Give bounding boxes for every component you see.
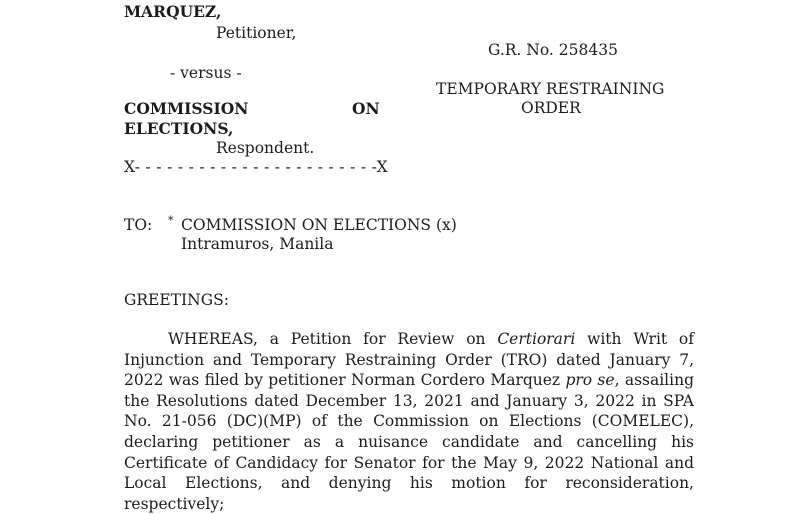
gr-number: G.R. No. 258435: [488, 41, 618, 59]
versus-label: - versus -: [170, 64, 242, 82]
order-title-line1: TEMPORARY RESTRAINING: [436, 80, 665, 98]
to-label: TO:: [124, 216, 153, 234]
greetings-label: GREETINGS:: [124, 291, 229, 309]
respondent-name-commission: COMMISSION: [124, 99, 249, 118]
petitioner-name: MARQUEZ,: [124, 2, 222, 21]
whereas-text-2: with Writ of Injunction and Temporary Restraining Order (TRO) dated January 7, 2022 was filed by petitioner Norman Cordero Marquez: [124, 330, 695, 390]
respondent-name-on: ON: [352, 99, 380, 118]
caption-separator: X- - - - - - - - - - - - - - - - - - - - - - -X: [124, 158, 388, 176]
whereas-italic-pro-se: pro se: [565, 371, 615, 390]
asterisk-marker: *: [168, 214, 174, 227]
whereas-text-1: WHEREAS, a Petition for Review on: [168, 330, 498, 348]
order-title-line2: ORDER: [521, 99, 581, 117]
respondent-role: Respondent.: [216, 139, 315, 157]
addressee-address: Intramuros, Manila: [181, 235, 334, 253]
respondent-name-elections: ELECTIONS,: [124, 119, 234, 138]
petitioner-role: Petitioner,: [216, 24, 297, 42]
whereas-italic-certiorari: Certiorari: [497, 330, 576, 348]
whereas-text-3: , assailing the Resolutions dated December 13, 2021 and January 3, 2022 in SPA No. 21-056 (DC)(MP) of the Commission on Elections (COMELEC), declaring petitioner as a nuisance candidate and cancelling his Certificate of Candidacy for Senator for the May 9, 2022 National and Local Elections, and denying his motion for reconsideration, respectively;: [124, 371, 694, 513]
addressee-name: COMMISSION ON ELECTIONS (x): [181, 216, 457, 234]
whereas-paragraph: [124, 329, 694, 514]
